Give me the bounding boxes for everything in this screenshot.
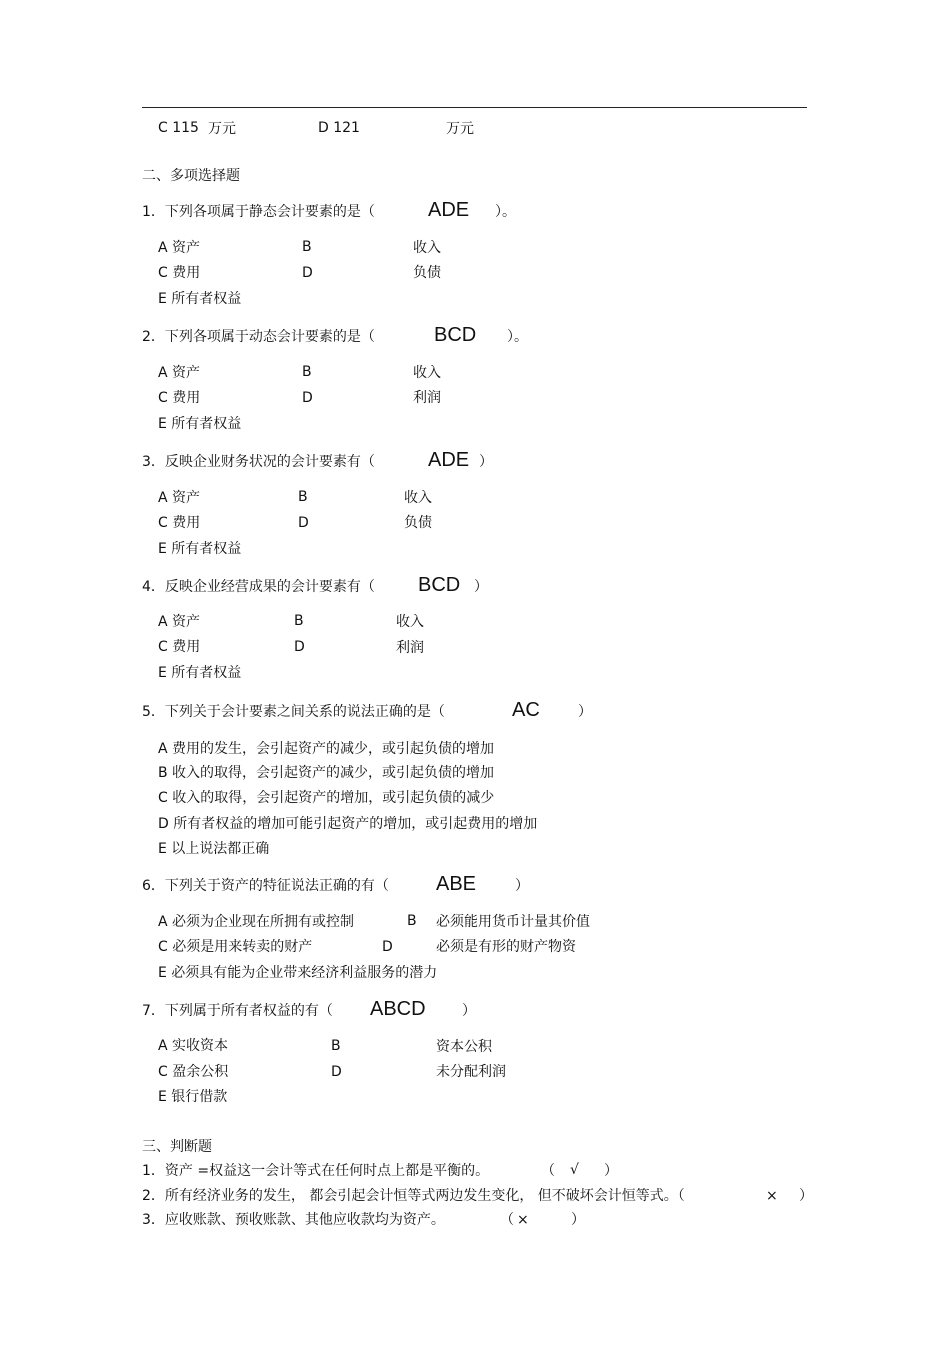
option-d-unit: 万元 [446, 121, 474, 137]
q7-option-d-letter: D [331, 1064, 342, 1080]
q6-option-d-text: 必须是有形的财产物资 [436, 939, 576, 955]
q1-option-b-text: 收入 [413, 240, 441, 256]
q2-option-a: A 资产 [158, 365, 201, 381]
judgment-1-mark: √ [570, 1162, 579, 1178]
q7-option-d-text: 未分配利润 [436, 1064, 506, 1080]
q4-option-b-text: 收入 [396, 614, 424, 630]
judgment-3-close: ） [571, 1212, 585, 1228]
question-4-text: 4．反映企业经营成果的会计要素有（ [142, 579, 375, 595]
question-4-answer: BCD [418, 574, 461, 596]
question-7-answer: ABCD [370, 998, 426, 1020]
section-2-title: 二、多项选择题 [142, 168, 240, 184]
q4-option-a: A 资产 [158, 614, 201, 630]
q1-option-a: A 资产 [158, 240, 201, 256]
q2-option-e: E 所有者权益 [158, 416, 242, 432]
option-d-label: D 121 [318, 120, 360, 136]
q5-option-c: C 收入的取得，会引起资产的增加，或引起负债的减少 [158, 790, 495, 806]
judgment-2-mark: × [766, 1188, 778, 1204]
judgment-1-text: 1．资产 =权益这一会计等式在任何时点上都是平衡的。 [142, 1163, 490, 1179]
q4-option-d-text: 利润 [396, 640, 424, 656]
q2-option-d-letter: D [302, 390, 313, 406]
q2-option-c: C 费用 [158, 390, 201, 406]
q2-option-d-text: 利润 [413, 390, 441, 406]
judgment-3-open: （ [500, 1212, 514, 1228]
q3-option-b-letter: B [298, 489, 308, 505]
question-7-close: ） [462, 1003, 476, 1019]
q1-option-c: C 费用 [158, 265, 201, 281]
question-5-answer: AC [512, 699, 540, 721]
question-3-answer: ADE [428, 449, 470, 471]
q3-option-a: A 资产 [158, 490, 201, 506]
q3-option-c: C 费用 [158, 515, 201, 531]
question-1-text: 1．下列各项属于静态会计要素的是（ [142, 204, 375, 220]
option-c-unit: 万元 [208, 121, 236, 137]
q1-option-b-letter: B [302, 239, 312, 255]
judgment-1-close: ） [604, 1163, 618, 1179]
question-5-text: 5．下列关于会计要素之间关系的说法正确的是（ [142, 704, 445, 720]
q6-option-b-letter: B [407, 913, 417, 929]
q2-option-b-text: 收入 [413, 365, 441, 381]
question-6-close: ） [515, 878, 529, 894]
q3-option-d-text: 负债 [404, 515, 432, 531]
q4-option-b-letter: B [294, 613, 304, 629]
q5-option-b: B 收入的取得，会引起资产的减少，或引起负债的增加 [158, 765, 495, 781]
question-2-close: ）。 [507, 329, 528, 345]
q7-option-a: A 实收资本 [158, 1038, 229, 1054]
q6-option-a: A 必须为企业现在所拥有或控制 [158, 914, 355, 930]
q6-option-e: E 必须具有能为企业带来经济利益服务的潜力 [158, 965, 438, 981]
q2-option-b-letter: B [302, 364, 312, 380]
q4-option-e: E 所有者权益 [158, 665, 242, 681]
judgment-3-mark: × [517, 1212, 529, 1228]
q3-option-b-text: 收入 [404, 490, 432, 506]
question-1-close: ）。 [495, 204, 516, 220]
q7-option-b-letter: B [331, 1038, 341, 1054]
option-c-label: C 115 [158, 120, 199, 136]
judgment-3-text: 3．应收账款、预收账款、其他应收款均为资产。 [142, 1212, 445, 1228]
top-rule [142, 107, 807, 108]
judgment-2-close: ） [799, 1188, 813, 1204]
q5-option-d: D 所有者权益的增加可能引起资产的增加，或引起费用的增加 [158, 816, 538, 832]
q6-option-b-text: 必须能用货币计量其价值 [436, 914, 590, 930]
question-6-answer: ABE [436, 873, 477, 895]
question-2-text: 2．下列各项属于动态会计要素的是（ [142, 329, 375, 345]
q5-option-a: A 费用的发生，会引起资产的减少，或引起负债的增加 [158, 741, 495, 757]
question-4-close: ） [474, 579, 488, 595]
question-7-text: 7．下列属于所有者权益的有（ [142, 1003, 333, 1019]
question-3-close: ） [479, 454, 493, 470]
q3-option-d-letter: D [298, 515, 309, 531]
q3-option-e: E 所有者权益 [158, 541, 242, 557]
q7-option-e: E 银行借款 [158, 1089, 228, 1105]
q6-option-d-letter: D [382, 939, 393, 955]
q4-option-d-letter: D [294, 639, 305, 655]
q1-option-d-text: 负债 [413, 265, 441, 281]
q6-option-c: C 必须是用来转卖的财产 [158, 939, 313, 955]
question-2-answer: BCD [434, 324, 477, 346]
q4-option-c: C 费用 [158, 639, 201, 655]
question-1-answer: ADE [428, 199, 470, 221]
q1-option-d-letter: D [302, 265, 313, 281]
question-6-text: 6．下列关于资产的特征说法正确的有（ [142, 878, 389, 894]
q5-option-e: E 以上说法都正确 [158, 841, 270, 857]
q7-option-c: C 盈余公积 [158, 1064, 229, 1080]
q1-option-e: E 所有者权益 [158, 291, 242, 307]
q7-option-b-text: 资本公积 [436, 1039, 492, 1055]
question-5-close: ） [578, 704, 592, 720]
judgment-2-text: 2．所有经济业务的发生， 都会引起会计恒等式两边发生变化， 但不破坏会计恒等式。（ [142, 1188, 685, 1204]
question-3-text: 3．反映企业财务状况的会计要素有（ [142, 454, 375, 470]
section-3-title: 三、判断题 [142, 1139, 212, 1155]
judgment-1-open: （ [541, 1163, 555, 1179]
